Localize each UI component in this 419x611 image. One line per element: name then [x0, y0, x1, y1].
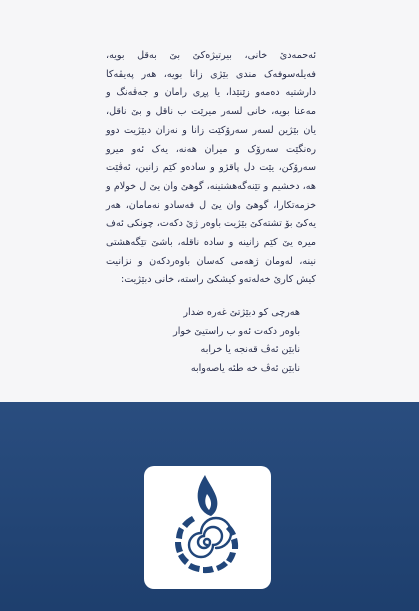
blurb-line: بویە، فەیلەسوفەک مندی بێژی زانا بویە، ھەر	[106, 50, 316, 80]
blurb-line: میرێت ب ناقل و بێ ناقل، یان بێژین لسەر	[106, 106, 316, 136]
blurb-line: سەرۆک و میران ھەنە، یەک ئەو میرو سەرۆکن،	[106, 143, 316, 174]
blurb-line: ژێ دکەت، چونکی ئەف میرە یێ کێم زانینە و	[106, 218, 316, 249]
verse-line: نابێن ئەڤ قەنجە یا خرابە	[200, 344, 300, 356]
blurb-line: خولام و خزمەتکارا، گوھێ وان یێ ل فەسادو	[106, 180, 316, 211]
verse-line: ھەرچی کو دبێژتێ غەرە ضدار	[183, 307, 300, 319]
spiral-shape	[189, 518, 231, 557]
blurb-paragraph	[106, 47, 316, 290]
blurb-line: پەیڤەکا دارشتیە دەمەو زێنێدا، یا پڕی	[106, 68, 316, 99]
blurb-line: نەمامان، ھەر یەکێ بۆ تشتەکێ بێژیت باوەر	[106, 199, 317, 230]
publisher-logo-card	[144, 466, 271, 589]
blurb-line: دخشیم و تێنەگەھشتینە، گوھێ وان یێ ل	[136, 180, 300, 192]
flame-spiral-emblem-icon	[144, 466, 271, 589]
blurb-line: ژھەمی کەسان باوەردکەن و نزانیت کیش	[106, 255, 316, 286]
poem-verse	[106, 304, 316, 378]
verse-line: باوەر دکەت ئەو ب راستیێ خوار	[173, 325, 300, 337]
verse-line: نابێن ئەڤ خە طئە یاصەوابە	[190, 362, 300, 374]
blurb-line: کارێ خەلەتەو کیشکێ راستە، خانی دبێژیت:	[121, 274, 294, 286]
blurb-line: ئەحمەدێ خانی، بیرتیژەکێ بێ بەقل	[124, 50, 316, 61]
blurb-line: سەرۆکێت زانا و نەزان دبێژیت دوو رەنگێت	[106, 124, 316, 155]
blurb-line: یێت دل پاقژو و سادەو کێم زانین، ئەڤێت ھە،	[106, 162, 316, 192]
blurb-line: سادە ناقلە، باشێ تێگەھشتی نینە، لەومان	[106, 237, 316, 267]
cover-text-block	[106, 47, 316, 378]
blurb-line: رامان و جەڤەنگ و مەعنا بویە، خانی لسەر	[106, 87, 317, 118]
